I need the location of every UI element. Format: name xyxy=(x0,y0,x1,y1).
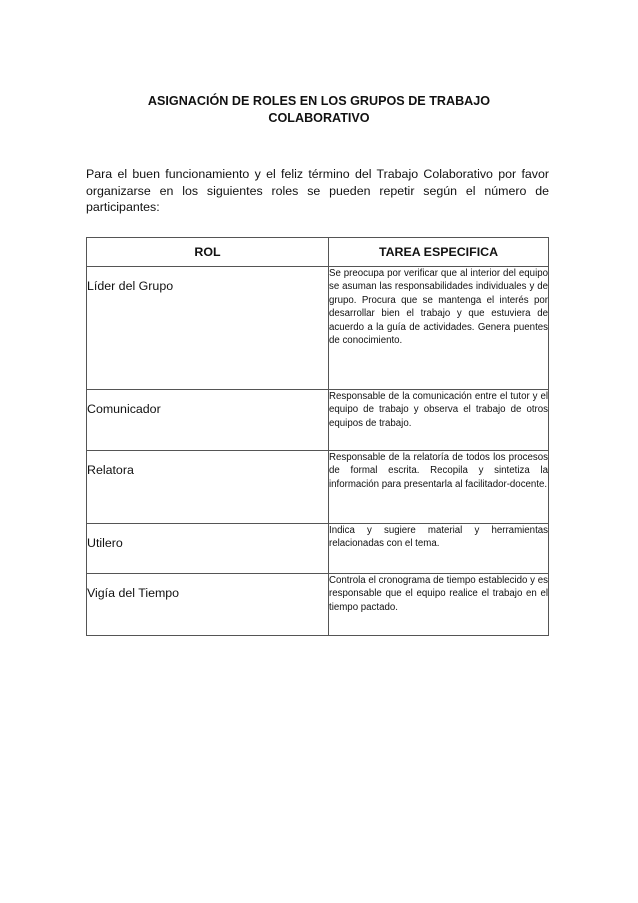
header-rol: ROL xyxy=(87,238,329,267)
title-line-1: ASIGNACIÓN DE ROLES EN LOS GRUPOS DE TRABAJO xyxy=(147,94,491,108)
role-name: Líder del Grupo xyxy=(87,279,174,293)
role-name: Comunicador xyxy=(87,402,161,416)
role-name: Utilero xyxy=(87,536,123,550)
task-cell: Controla el cronograma de tiempo establecido y es responsable que el equipo realice el trabajo en el tiempo pactado. xyxy=(329,574,549,636)
role-cell xyxy=(87,574,329,636)
table-row xyxy=(87,451,549,524)
role-cell xyxy=(87,524,329,574)
role-name: Vigía del Tiempo xyxy=(87,586,180,600)
task-cell: Se preocupa por verificar que al interior del equipo se asuman las responsabilidades individuales y de grupo. Procura que se mantenga el interés por desarrollar bien el trabajo y que estuviera de acuerdo a la guía de actividades. Genera puentes de conocimiento. xyxy=(329,267,549,390)
roles-table xyxy=(86,237,549,636)
document-title xyxy=(86,93,552,127)
task-cell: Responsable de la relatoría de todos los procesos de formal escrita. Recopila y sintetiza la información para presentarla al facilitador-docente. xyxy=(329,451,549,524)
table-row xyxy=(87,267,549,390)
task-cell: Responsable de la comunicación entre el tutor y el equipo de trabajo y observa el trabajo de otros equipos de trabajo. xyxy=(329,390,549,451)
table-header-row xyxy=(87,238,549,267)
intro-paragraph: Para el buen funcionamiento y el feliz término del Trabajo Colaborativo por favor organizarse en los siguientes roles se pueden repetir según el número de participantes: xyxy=(86,167,549,214)
table-row xyxy=(87,574,549,636)
task-cell: Indica y sugiere material y herramientas relacionadas con el tema. xyxy=(329,524,549,574)
header-tarea: TAREA ESPECIFICA xyxy=(329,238,549,267)
role-cell xyxy=(87,267,329,390)
table-row xyxy=(87,524,549,574)
role-cell xyxy=(87,451,329,524)
table-row xyxy=(87,390,549,451)
role-name: Relatora xyxy=(87,463,134,477)
title-line-2: COLABORATIVO xyxy=(268,111,370,125)
role-cell xyxy=(87,390,329,451)
